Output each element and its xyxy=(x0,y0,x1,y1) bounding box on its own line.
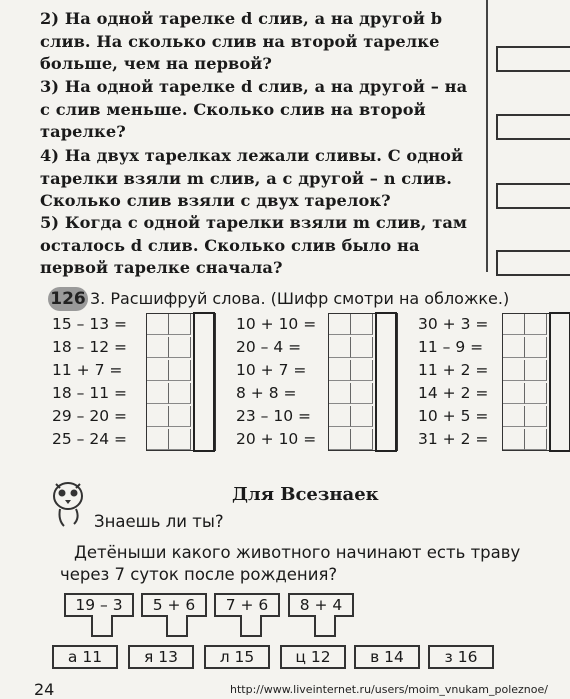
digit-cell[interactable] xyxy=(525,406,547,427)
key-box: л 15 xyxy=(204,645,270,669)
expression: 23 – 10 = xyxy=(236,407,311,425)
problem-5: 5) Когда с одной тарелки взяли m слив, там осталось d слив. Сколько слив было на первой тарелке сначала? xyxy=(40,213,468,277)
digit-cell[interactable] xyxy=(169,406,191,427)
problem-3: 3) На одной тарелке d слив, а на другой – на c слив меньше. Сколько слив на второй тарелке? xyxy=(40,77,468,141)
problem-4: 4) На двух тарелках лежали сливы. С одной тарелки взяли m слив, а с другой – n слив. Сколько слив взяли с двух тарелок? xyxy=(40,146,464,210)
code-box: 7 + 6 xyxy=(214,593,280,617)
answer-grid[interactable] xyxy=(146,313,216,451)
answer-box[interactable] xyxy=(496,46,570,72)
digit-cell[interactable] xyxy=(147,337,169,358)
digit-cell[interactable] xyxy=(525,383,547,404)
digit-cell[interactable] xyxy=(169,337,191,358)
digit-cell[interactable] xyxy=(351,314,373,335)
answer-box[interactable] xyxy=(496,114,570,140)
digit-cell[interactable] xyxy=(147,429,169,450)
digit-cell[interactable] xyxy=(147,314,169,335)
expression: 11 + 7 = xyxy=(52,361,123,379)
answer-column-rule xyxy=(486,0,488,272)
letter-column[interactable] xyxy=(193,312,215,452)
digit-cell[interactable] xyxy=(169,314,191,335)
page-number: 24 xyxy=(34,680,55,699)
expression: 11 – 9 = xyxy=(418,338,484,356)
watermark-url: http://www.liveinternet.ru/users/moim_vnukam_poleznoe/ xyxy=(230,683,548,696)
letter-slot[interactable] xyxy=(91,615,113,637)
expression: 10 + 10 = xyxy=(236,315,317,333)
riddle-line-2: через 7 суток после рождения? xyxy=(60,565,338,584)
expression: 8 + 8 = xyxy=(236,384,297,402)
digit-cell[interactable] xyxy=(503,337,525,358)
key-box: а 11 xyxy=(52,645,118,669)
digit-cell[interactable] xyxy=(169,360,191,381)
digit-cell[interactable] xyxy=(329,337,351,358)
digit-cell[interactable] xyxy=(351,383,373,404)
expression: 14 + 2 = xyxy=(418,384,489,402)
owl-mascot-icon xyxy=(48,478,88,528)
key-box: з 16 xyxy=(428,645,494,669)
expression: 15 – 13 = xyxy=(52,315,127,333)
riddle-line-1: Детёныши какого животного начинают есть траву xyxy=(74,543,521,562)
letter-column[interactable] xyxy=(375,312,397,452)
key-box: ц 12 xyxy=(280,645,346,669)
digit-cell[interactable] xyxy=(351,406,373,427)
expression: 11 + 2 = xyxy=(418,361,489,379)
key-box: я 13 xyxy=(128,645,194,669)
digit-cell[interactable] xyxy=(329,429,351,450)
letter-slot[interactable] xyxy=(166,615,188,637)
digit-cell[interactable] xyxy=(525,314,547,335)
expression: 29 – 20 = xyxy=(52,407,127,425)
letter-slot[interactable] xyxy=(314,615,336,637)
code-box: 19 – 3 xyxy=(64,593,134,617)
digit-cell[interactable] xyxy=(525,360,547,381)
expression: 30 + 3 = xyxy=(418,315,489,333)
digit-cell[interactable] xyxy=(169,429,191,450)
digit-cell[interactable] xyxy=(351,360,373,381)
digit-cell[interactable] xyxy=(503,360,525,381)
expression: 20 + 10 = xyxy=(236,430,317,448)
answer-box[interactable] xyxy=(496,250,570,276)
task-text: 3. Расшифруй слова. (Шифр смотри на обложке.) xyxy=(90,289,510,308)
answer-grid[interactable] xyxy=(328,313,398,451)
digit-cell[interactable] xyxy=(351,429,373,450)
expression: 18 – 12 = xyxy=(52,338,127,356)
letter-slot[interactable] xyxy=(240,615,262,637)
digit-cell[interactable] xyxy=(503,314,525,335)
code-box: 5 + 6 xyxy=(141,593,207,617)
answer-box[interactable] xyxy=(496,183,570,209)
expression: 10 + 7 = xyxy=(236,361,307,379)
digit-cell[interactable] xyxy=(525,337,547,358)
digit-cell[interactable] xyxy=(503,383,525,404)
digit-cell[interactable] xyxy=(329,406,351,427)
digit-cell[interactable] xyxy=(329,360,351,381)
code-box: 8 + 4 xyxy=(288,593,354,617)
task-number-badge: 126 xyxy=(48,287,88,311)
digit-cell[interactable] xyxy=(329,314,351,335)
section-question: Знаешь ли ты? xyxy=(94,512,224,531)
digit-cell[interactable] xyxy=(329,383,351,404)
key-box: в 14 xyxy=(354,645,420,669)
digit-cell[interactable] xyxy=(525,429,547,450)
digit-cell[interactable] xyxy=(147,406,169,427)
section-title: Для Всезнаек xyxy=(232,484,379,505)
expression: 20 – 4 = xyxy=(236,338,302,356)
digit-cell[interactable] xyxy=(503,429,525,450)
expression: 25 – 24 = xyxy=(52,430,127,448)
problem-2: 2) На одной тарелке d слив, а на другой b слив. На сколько слив на второй тарелке больше, чем на первой? xyxy=(40,9,443,73)
expression: 31 + 2 = xyxy=(418,430,489,448)
letter-column[interactable] xyxy=(549,312,570,452)
expression: 18 – 11 = xyxy=(52,384,127,402)
digit-cell[interactable] xyxy=(503,406,525,427)
digit-cell[interactable] xyxy=(351,337,373,358)
digit-cell[interactable] xyxy=(147,360,169,381)
digit-cell[interactable] xyxy=(147,383,169,404)
answer-grid[interactable] xyxy=(502,313,570,451)
digit-cell[interactable] xyxy=(169,383,191,404)
expression: 10 + 5 = xyxy=(418,407,489,425)
